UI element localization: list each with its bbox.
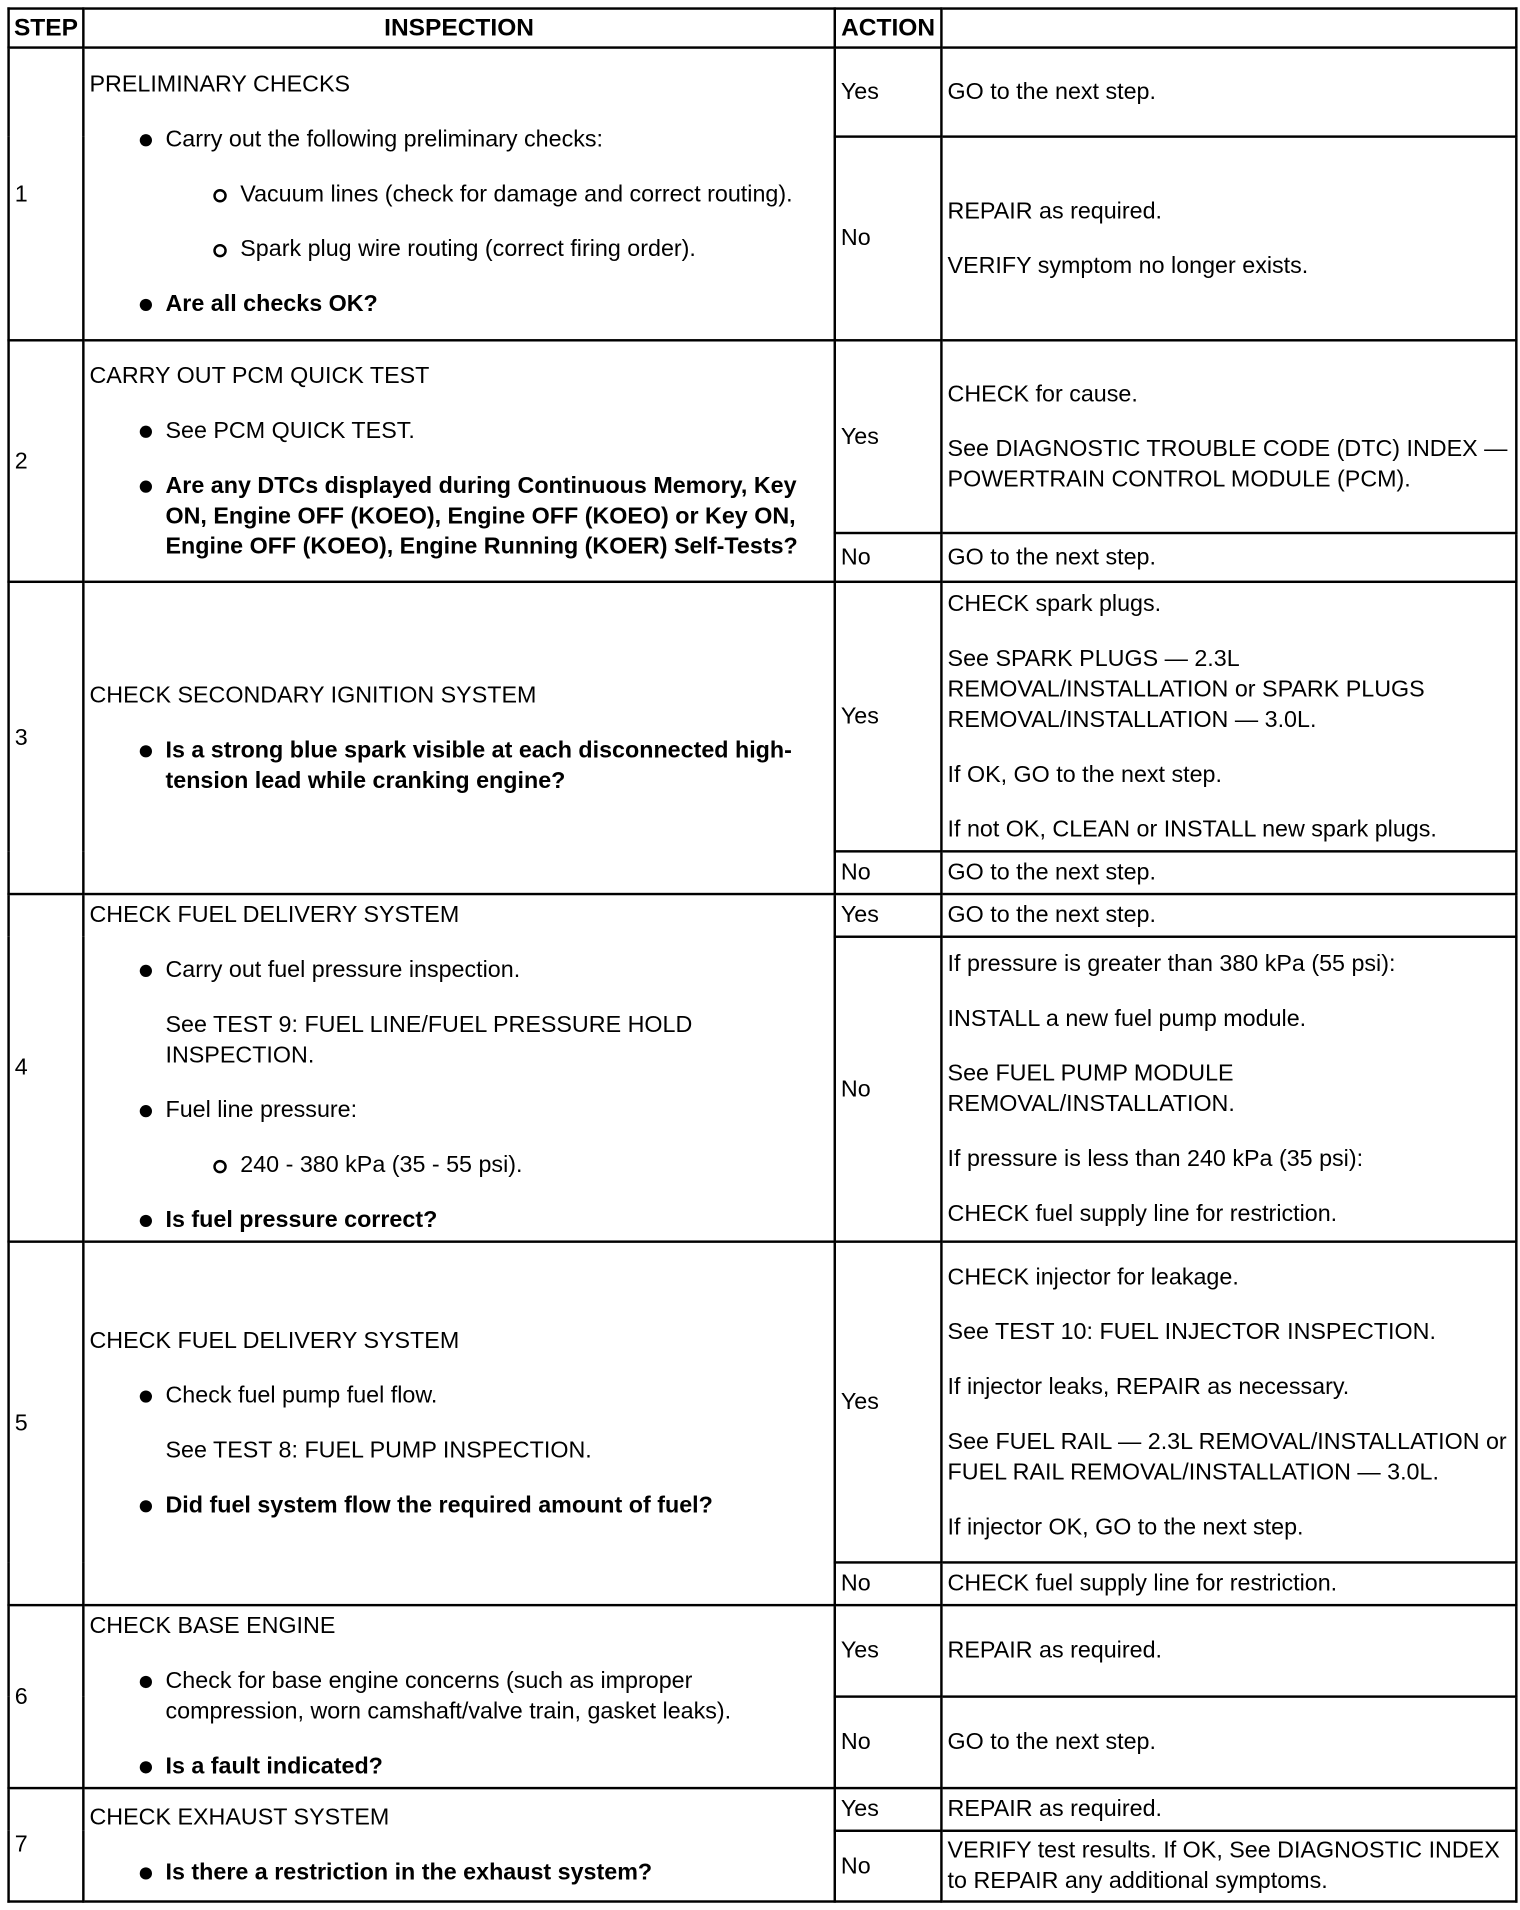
action-text: VERIFY test results. If OK, See DIAGNOSTIC INDEX to REPAIR any additional symptoms. (947, 1838, 1500, 1895)
answer-no: No (835, 1831, 942, 1902)
action-text: CHECK injector for leakage. (947, 1264, 1239, 1290)
action-cell (941, 1605, 1516, 1696)
action-text: See DIAGNOSTIC TROUBLE CODE (DTC) INDEX — POWERTRAIN CONTROL MODULE (PCM). (947, 436, 1508, 493)
table-row (9, 582, 1517, 852)
answer-yes: Yes (835, 48, 942, 137)
table-row (9, 48, 1517, 137)
action-text: See SPARK PLUGS — 2.3L REMOVAL/INSTALLATION or SPARK PLUGS REMOVAL/INSTALLATION — 3.0L. (947, 645, 1425, 733)
action-text: See FUEL PUMP MODULE REMOVAL/INSTALLATION. (947, 1061, 1235, 1118)
inspection-cell (83, 1788, 834, 1901)
bullet-item: Carry out fuel pressure inspection. (89, 955, 828, 985)
step-number: 2 (9, 340, 84, 582)
action-text: CHECK fuel supply line for restriction. (947, 1570, 1338, 1597)
answer-yes: Yes (835, 894, 942, 937)
step-title: CHECK SECONDARY IGNITION SYSTEM (89, 682, 537, 709)
header-action-detail (941, 9, 1516, 48)
step-title: CARRY OUT PCM QUICK TEST (89, 362, 430, 389)
step-number: 6 (9, 1605, 84, 1788)
action-text: REPAIR as required. (947, 1638, 1163, 1664)
action-cell (941, 48, 1516, 137)
inspection-cell (83, 894, 834, 1242)
action-text: GO to the next step. (947, 902, 1156, 929)
bullet-item: Carry out the following preliminary checks: (89, 124, 828, 154)
question-item: Is fuel pressure correct? (89, 1205, 828, 1235)
action-text: If injector leaks, REPAIR as necessary. (947, 1373, 1350, 1400)
bullet-item: Fuel line pressure: (89, 1095, 828, 1125)
answer-yes: Yes (835, 1788, 942, 1831)
action-text: VERIFY symptom no longer exists. (947, 253, 1309, 279)
action-cell (941, 937, 1516, 1242)
question-item: Is a strong blue spark visible at each disconnected high-tension lead while cranking engine? (89, 735, 828, 796)
action-text: If not OK, CLEAN or INSTALL new spark plugs. (947, 816, 1437, 843)
action-cell (941, 137, 1516, 341)
header-action: ACTION (835, 9, 942, 48)
answer-no: No (835, 937, 942, 1242)
answer-yes: Yes (835, 1605, 942, 1696)
step-title: CHECK BASE ENGINE (89, 1613, 336, 1640)
action-cell (941, 894, 1516, 937)
action-text: GO to the next step. (947, 544, 1156, 571)
action-text: If injector OK, GO to the next step. (947, 1514, 1304, 1540)
action-text: If pressure is less than 240 kPa (35 psi): (947, 1146, 1364, 1173)
action-text: If OK, GO to the next step. (947, 761, 1222, 788)
table-row (9, 1242, 1517, 1563)
table-row (9, 1605, 1517, 1696)
sub-bullet-item: 240 - 380 kPa (35 - 55 psi). (89, 1150, 828, 1180)
action-text: REPAIR as required. (947, 1796, 1163, 1823)
question-item: Did fuel system flow the required amount of fuel? (89, 1490, 828, 1520)
step-number: 3 (9, 582, 84, 894)
table-row (9, 340, 1517, 533)
action-text: REPAIR as required. (947, 198, 1163, 224)
bullet-item: Check fuel pump fuel flow. (89, 1381, 828, 1411)
header-step: STEP (9, 9, 84, 48)
step-number: 5 (9, 1242, 84, 1605)
step-title: CHECK FUEL DELIVERY SYSTEM (89, 902, 460, 929)
action-text: GO to the next step. (947, 859, 1156, 886)
answer-no: No (835, 1697, 942, 1788)
action-text: GO to the next step. (947, 79, 1156, 105)
inspection-cell (83, 48, 834, 341)
action-text: INSTALL a new fuel pump module. (947, 1006, 1307, 1032)
question-item: Is a fault indicated? (89, 1751, 828, 1781)
diagnostic-table (7, 7, 1517, 1902)
inspection-cell (83, 340, 834, 582)
reference-text: See TEST 8: FUEL PUMP INSPECTION. (165, 1438, 592, 1464)
bullet-item: Check for base engine concerns (such as improper compression, worn camshaft/valve train, gasket leaks). (89, 1666, 828, 1727)
action-text: See TEST 10: FUEL INJECTOR INSPECTION. (947, 1319, 1436, 1345)
action-cell (941, 533, 1516, 582)
question-item: Are all checks OK? (89, 288, 828, 318)
sub-bullet-item: Vacuum lines (check for damage and correct routing). (89, 179, 828, 209)
sub-bullet-item: Spark plug wire routing (correct firing order). (89, 234, 828, 264)
action-text: See FUEL RAIL — 2.3L REMOVAL/INSTALLATION or FUEL RAIL REMOVAL/INSTALLATION — 3.0L. (947, 1428, 1507, 1485)
inspection-cell (83, 582, 834, 894)
answer-yes: Yes (835, 1242, 942, 1563)
answer-no: No (835, 137, 942, 341)
answer-no: No (835, 851, 942, 894)
table-row (9, 1788, 1517, 1831)
question-item: Is there a restriction in the exhaust system? (89, 1857, 828, 1887)
step-title: CHECK EXHAUST SYSTEM (89, 1804, 390, 1831)
header-inspection: INSPECTION (83, 9, 834, 48)
reference-text: See TEST 9: FUEL LINE/FUEL PRESSURE HOLD INSPECTION. (165, 1012, 693, 1069)
step-number: 1 (9, 48, 84, 341)
action-cell (941, 1562, 1516, 1605)
answer-yes: Yes (835, 582, 942, 852)
step-title: PRELIMINARY CHECKS (89, 71, 351, 97)
header-row (9, 9, 1517, 48)
step-title: CHECK FUEL DELIVERY SYSTEM (89, 1328, 460, 1354)
action-text: CHECK spark plugs. (947, 590, 1162, 617)
answer-yes: Yes (835, 340, 942, 533)
answer-no: No (835, 533, 942, 582)
action-cell (941, 340, 1516, 533)
action-cell (941, 1697, 1516, 1788)
action-text: CHECK for cause. (947, 381, 1138, 407)
action-text: CHECK fuel supply line for restriction. (947, 1201, 1338, 1228)
action-cell (941, 1788, 1516, 1831)
inspection-cell (83, 1242, 834, 1605)
step-number: 7 (9, 1788, 84, 1901)
inspection-cell (83, 1605, 834, 1788)
table-row (9, 894, 1517, 937)
action-text: GO to the next step. (947, 1729, 1156, 1756)
action-text: If pressure is greater than 380 kPa (55 psi): (947, 951, 1396, 977)
action-cell (941, 582, 1516, 852)
action-cell (941, 1831, 1516, 1902)
action-cell (941, 1242, 1516, 1563)
action-cell (941, 851, 1516, 894)
bullet-item: See PCM QUICK TEST. (89, 415, 828, 445)
step-number: 4 (9, 894, 84, 1242)
question-item: Are any DTCs displayed during Continuous Memory, Key ON, Engine OFF (KOEO), Engine OFF (KOEO) or Key ON, Engine OFF (KOEO), Engine Running (KOER) Self-Tests? (89, 470, 828, 561)
answer-no: No (835, 1562, 942, 1605)
